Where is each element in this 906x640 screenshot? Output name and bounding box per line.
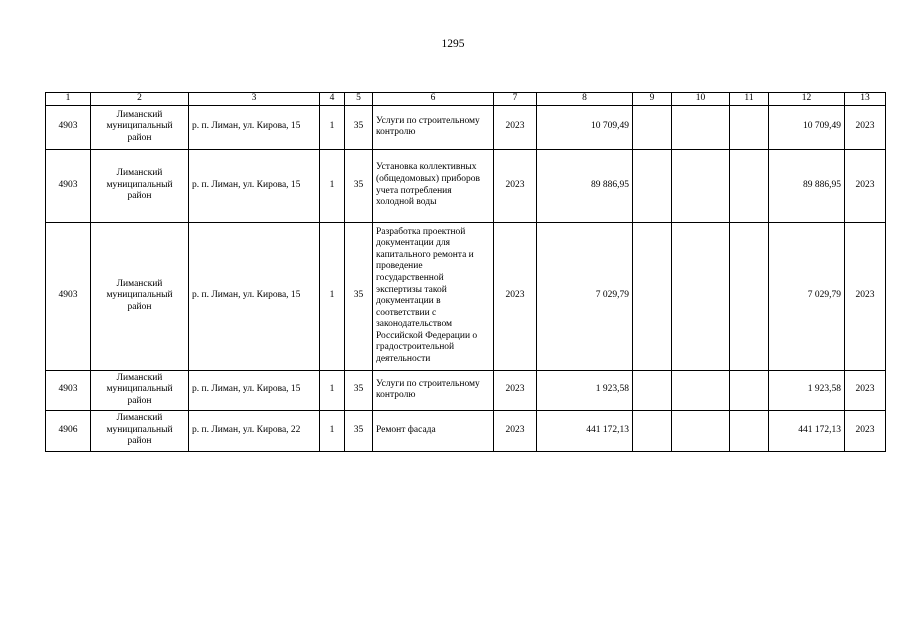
cell-object-id: 4903 xyxy=(46,105,91,149)
cell-district: Лиманский муниципальный район xyxy=(91,410,189,451)
cell-address: р. п. Лиман, ул. Кирова, 15 xyxy=(189,370,320,410)
cell-col10 xyxy=(672,370,730,410)
cell-object-id: 4906 xyxy=(46,410,91,451)
cell-col5: 35 xyxy=(345,105,373,149)
cell-year-end: 2023 xyxy=(845,410,886,451)
cell-col5: 35 xyxy=(345,149,373,222)
cell-total: 441 172,13 xyxy=(769,410,845,451)
cell-district: Лиманский муниципальный район xyxy=(91,149,189,222)
cell-work-type: Установка коллективных (общедомовых) приборов учета потребления холодной воды xyxy=(373,149,494,222)
column-header: 12 xyxy=(769,93,845,106)
cell-col4: 1 xyxy=(320,222,345,370)
cell-col11 xyxy=(730,410,769,451)
cell-work-type: Разработка проектной документации для капитального ремонта и проведение государственной экспертизы такой документации в соответствии с законодательством Российской Федерации о градостроительной деятельности xyxy=(373,222,494,370)
table-row xyxy=(46,410,886,451)
cell-col10 xyxy=(672,410,730,451)
cell-year: 2023 xyxy=(494,149,537,222)
cell-col5: 35 xyxy=(345,222,373,370)
table-row xyxy=(46,149,886,222)
cell-year-end: 2023 xyxy=(845,149,886,222)
column-header: 10 xyxy=(672,93,730,106)
cell-year-end: 2023 xyxy=(845,222,886,370)
cell-cost: 1 923,58 xyxy=(537,370,633,410)
column-header: 9 xyxy=(633,93,672,106)
cell-col10 xyxy=(672,222,730,370)
cell-col10 xyxy=(672,149,730,222)
cell-year-end: 2023 xyxy=(845,370,886,410)
page-number: 1295 xyxy=(441,38,465,50)
cell-year: 2023 xyxy=(494,410,537,451)
table-row xyxy=(46,370,886,410)
cell-object-id: 4903 xyxy=(46,222,91,370)
cell-cost: 441 172,13 xyxy=(537,410,633,451)
cell-district: Лиманский муниципальный район xyxy=(91,370,189,410)
cell-address: р. п. Лиман, ул. Кирова, 22 xyxy=(189,410,320,451)
cell-col11 xyxy=(730,105,769,149)
cell-col5: 35 xyxy=(345,410,373,451)
table-row xyxy=(46,105,886,149)
cell-col11 xyxy=(730,222,769,370)
cell-year: 2023 xyxy=(494,222,537,370)
column-header: 5 xyxy=(345,93,373,106)
column-header: 4 xyxy=(320,93,345,106)
cell-total: 7 029,79 xyxy=(769,222,845,370)
column-header: 11 xyxy=(730,93,769,106)
cell-work-type: Услуги по строительному контролю xyxy=(373,370,494,410)
column-header: 7 xyxy=(494,93,537,106)
column-header: 13 xyxy=(845,93,886,106)
column-header: 3 xyxy=(189,93,320,106)
cell-col11 xyxy=(730,149,769,222)
registry-table xyxy=(45,92,886,452)
cell-district: Лиманский муниципальный район xyxy=(91,105,189,149)
cell-object-id: 4903 xyxy=(46,370,91,410)
cell-col9 xyxy=(633,410,672,451)
cell-year-end: 2023 xyxy=(845,105,886,149)
cell-col5: 35 xyxy=(345,370,373,410)
cell-cost: 89 886,95 xyxy=(537,149,633,222)
header-row xyxy=(46,93,886,106)
cell-object-id: 4903 xyxy=(46,149,91,222)
cell-total: 10 709,49 xyxy=(769,105,845,149)
cell-address: р. п. Лиман, ул. Кирова, 15 xyxy=(189,105,320,149)
cell-col10 xyxy=(672,105,730,149)
cell-year: 2023 xyxy=(494,105,537,149)
cell-col4: 1 xyxy=(320,105,345,149)
cell-address: р. п. Лиман, ул. Кирова, 15 xyxy=(189,149,320,222)
cell-col4: 1 xyxy=(320,370,345,410)
column-header: 2 xyxy=(91,93,189,106)
cell-total: 1 923,58 xyxy=(769,370,845,410)
column-header: 1 xyxy=(46,93,91,106)
cell-col9 xyxy=(633,105,672,149)
cell-col9 xyxy=(633,222,672,370)
cell-year: 2023 xyxy=(494,370,537,410)
column-header: 8 xyxy=(537,93,633,106)
table-row xyxy=(46,222,886,370)
cell-col11 xyxy=(730,370,769,410)
cell-col9 xyxy=(633,149,672,222)
cell-cost: 10 709,49 xyxy=(537,105,633,149)
cell-work-type: Услуги по строительному контролю xyxy=(373,105,494,149)
cell-district: Лиманский муниципальный район xyxy=(91,222,189,370)
cell-col4: 1 xyxy=(320,149,345,222)
cell-total: 89 886,95 xyxy=(769,149,845,222)
cell-work-type: Ремонт фасада xyxy=(373,410,494,451)
cell-col9 xyxy=(633,370,672,410)
cell-col4: 1 xyxy=(320,410,345,451)
cell-address: р. п. Лиман, ул. Кирова, 15 xyxy=(189,222,320,370)
column-header: 6 xyxy=(373,93,494,106)
cell-cost: 7 029,79 xyxy=(537,222,633,370)
